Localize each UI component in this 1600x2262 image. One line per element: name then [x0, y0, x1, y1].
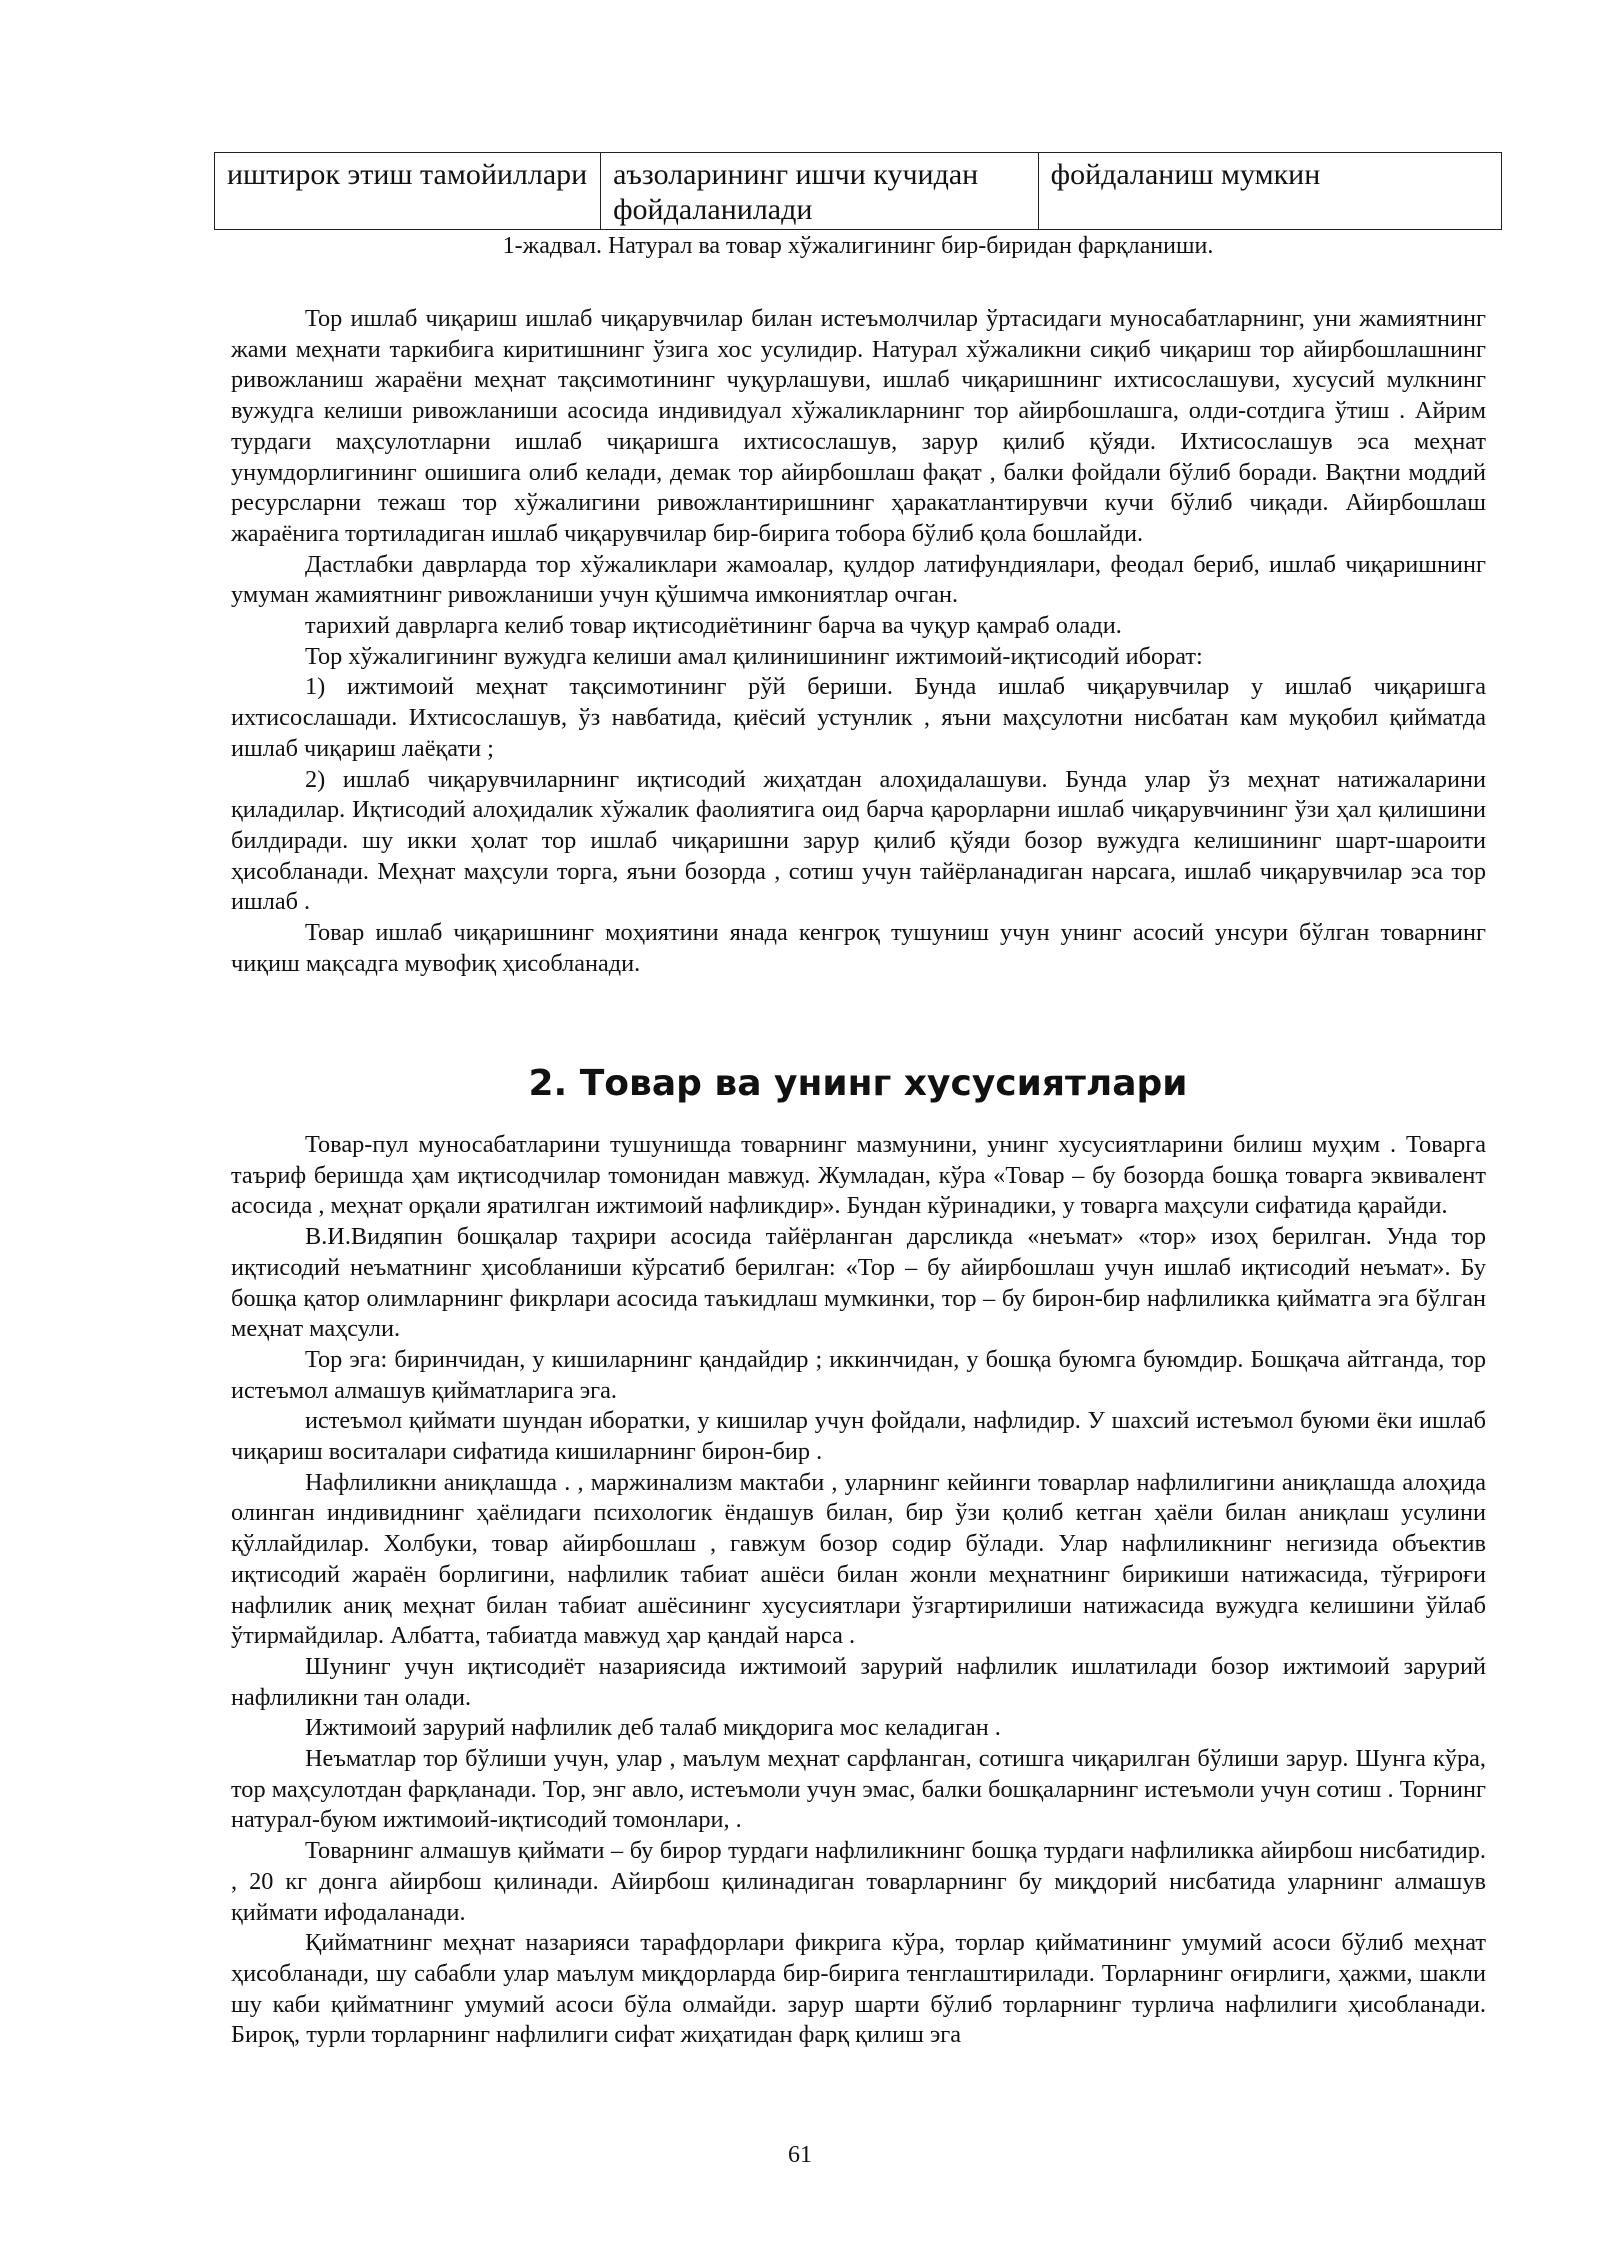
paragraph: Товарнинг алмашув қиймати – бу бирор турдаги нафлиликнинг бошқа турдаги нафлиликка айирбош нисбатидир. , 20 кг донга айирбош қилинади. Айирбош қилинадиган товарларнинг бу миқдорий нисбатида уларнинг алмашув қиймати ифодаланади. [231, 1837, 1486, 1926]
paragraph: В.И.Видяпин бошқалар таҳрири асосида тайёрланган дарсликда «неъмат» «тор» изоҳ берилган. Унда тор иқтисодий неъматнинг ҳисобланиши кўрсатиб берилган: «Тор – бу айирбошлаш учун ишлаб иқтисодий неъмат». Бу бошқа қатор олимларнинг фикрлари асосида таъкидлаш мумкинки, тор – бу бирон-бир нафлиликка қийматга эга бўлган меҳнат маҳсули. [231, 1223, 1486, 1343]
paragraph: Қийматнинг меҳнат назарияси тарафдорлари фикрига кўра, торлар қийматининг умумий асоси бўлиб меҳнат ҳисобланади, шу сабабли улар маълум миқдорларда бир-бирига тенглаштирилади. Торларнинг оғирлиги, ҳажми, шакли шу каби қийматнинг умумий асоси бўла олмайди. зарур шарти бўлиб торларнинг турлича нафлилиги ҳисобланади. Бироқ, турли торларнинг нафлилиги сифат жиҳатидан фарқ қилиш эга [231, 1929, 1486, 2049]
paragraph: тарихий даврларга келиб товар иқтисодиётининг барча ва чуқур қамраб олади. [305, 612, 1122, 640]
paragraph: Тор эга: биринчидан, у кишиларнинг қандайдир ; иккинчидан, у бошқа буюмга буюмдир. Бошқача айтганда, тор истеъмол алмашув қийматларига эга. [231, 1345, 1486, 1404]
paragraph: Товар-пул муносабатларини тушунишда товарнинг мазмунини, унинг хусусиятларини билиш муҳим . Товарга таъриф беришда ҳам иқтисодчилар томонидан мавжуд. Жумладан, кўра «Товар – бу бозорда бошқа товарга эквивалент асосида , меҳнат орқали яратилган ижтимоий нафликдир». Бундан кўринадики, у товарга маҳсули сифатида қарайди. [231, 1131, 1486, 1220]
paragraph: Шунинг учун иқтисодиёт назариясида ижтимоий зарурий нафлилик ишлатилади бозор ижтимоий зарурий нафлиликни тан олади. [231, 1652, 1486, 1711]
paragraph: Товар ишлаб чиқаришнинг моҳиятини янада кенгроқ тушуниш учун унинг асосий унсури бўлган товарнинг чиқиш мақсадга мувофиқ ҳисобланади. [231, 919, 1486, 977]
table-row [215, 153, 1502, 230]
paragraph: Нафлиликни аниқлашда . , маржинализм мактаби , уларнинг кейинги товарлар нафлилигини аниқлашда алоҳида олинган индивиднинг ҳаёлидаги психологик ёндашув билан, бир ўзи қолиб кетган ҳаёли билан аниқлаш усулини қўллайдилар. Холбуки, товар айирбошлаш , гавжум бозор содир бўлади. Улар нафлиликнинг негизида объектив иқтисодий жараён борлигини, нафлилик табиат ашёси билан жонли меҳнатнинг бирикиши натижасида, тўғрироғи нафлилик аниқ меҳнат билан табиат ашёсининг хусусиятлари ўзгартирилиши натижасида вужудга келишини ўйлаб ўтирмайдилар. Албатта, табиатда мавжуд ҳар қандай нарса . [231, 1468, 1486, 1650]
paragraph: 1) ижтимоий меҳнат тақсимотининг рўй бериши. Бунда ишлаб чиқарувчилар у ишлаб чиқаришга ихтисослашади. Ихтисослашув, ўз навбатида, қиёсий устунлик , яъни маҳсулотни нисбатан кам муқобил қийматда ишлаб чиқариш лаёқати ; [231, 673, 1486, 762]
paragraph: Неъматлар тор бўлиши учун, улар , маълум меҳнат сарфланган, сотишга чиқарилган бўлиши зарур. Шунга кўра, тор маҳсулотдан фарқланади. Тор, энг авло, истеъмоли учун эмас, балки бошқаларнинг истеъмоли учун сотиш . Торнинг натурал-буюм ижтимоий-иқтисодий томонлари, . [231, 1745, 1486, 1834]
table-caption: 1-жадвал. Натурал ва товар хўжалигининг бир-биридан фарқланиши. [502, 233, 1214, 259]
paragraph: Тор ишлаб чиқариш ишлаб чиқарувчилар билан истеъмолчилар ўртасидаги муносабатларнинг, уни жамиятнинг жами меҳнати таркибига киритишнинг ўзига хос усулидир. Натурал хўжаликни сиқиб чиқариш тор айирбошлашнинг ривожланиш жараёни меҳнат тақсимотининг чуқурлашуви, ишлаб чиқаришнинг ихтисослашуви, хусусий мулкнинг вужудга келиши ривожланиши асосида индивидуал хўжаликларнинг тор айирбошлашга, олди-сотдига ўтиш . Айрим турдаги маҳсулотларни ишлаб чиқаришга ихтисослашув, зарур қилиб қўяди. Ихтисослашув эса меҳнат унумдорлигининг ошишига олиб келади, демак тор айирбошлаш фақат , балки фойдали бўлиб боради. Вақтни моддий ресурсларни тежаш тор хўжалигини ривожлантиришнинг ҳаракатлантирувчи кучи бўлиб чиқади. Айирбошлаш жараёнига тортиладиган ишлаб чиқарувчилар бир-бирига тобора бўлиб қола бошлайди. [231, 305, 1486, 547]
table-cell: фойдаланиш мумкин [1038, 153, 1501, 230]
section-heading: 2. Товар ва унинг хусусиятлари [528, 1063, 1188, 1104]
comparison-table-fragment [214, 152, 1502, 230]
table-cell: аъзоларининг ишчи кучидан фойдаланилади [601, 153, 1039, 230]
paragraph: 2) ишлаб чиқарувчиларнинг иқтисодий жиҳатдан алоҳидалашуви. Бунда улар ўз меҳнат натижаларини қиладилар. Иқтисодий алоҳидалик хўжалик фаолиятига оид барча қарорларни ишлаб чиқарувчининг ўзи ҳал қилишини билдиради. шу икки ҳолат тор ишлаб чиқаришни зарур қилиб қўяди бозор вужудга келишининг шарт-шароити ҳисобланади. Меҳнат маҳсули торга, яъни бозорда , сотиш учун тайёрланадиган нарсага, ишлаб чиқарувчилар эса тор ишлаб . [231, 765, 1486, 916]
paragraph: Дастлабки даврларда тор хўжаликлари жамоалар, қулдор латифундиялари, феодал бериб, ишлаб чиқаришнинг умуман жамиятнинг ривожланиши учун қўшимча имкониятлар очган. [231, 550, 1486, 609]
paragraph: Тор хўжалигининг вужудга келиши амал қилинишининг ижтимоий-иқтисодий иборат: [305, 642, 1203, 670]
paragraph: истеъмол қиймати шундан иборатки, у кишилар учун фойдали, нафлидир. У шахсий истеъмол буюми ёки ишлаб чиқариш воситалари сифатида кишиларнинг бирон-бир . [231, 1407, 1486, 1466]
page-number: 61 [788, 2142, 812, 2168]
paragraph: Ижтимоий зарурий нафлилик деб талаб миқдорига мос келадиган . [305, 1714, 1001, 1742]
table-cell: иштирок этиш тамойиллари [215, 153, 601, 230]
section-1-body [231, 304, 1486, 979]
section-2-body [231, 1130, 1486, 2051]
